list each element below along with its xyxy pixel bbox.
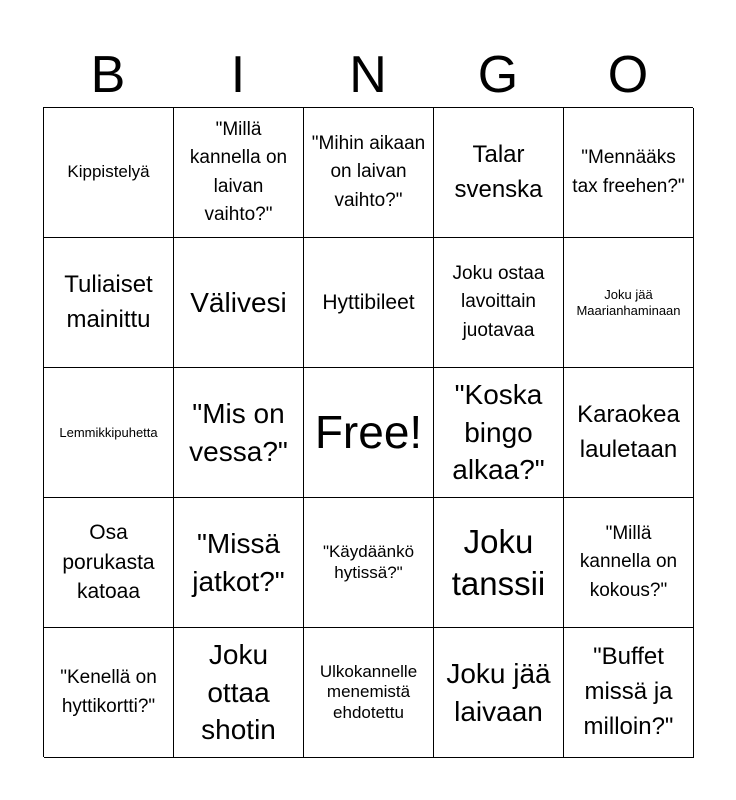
bingo-cell[interactable]: "Mis on vessa?": [174, 368, 304, 498]
bingo-cell[interactable]: "Millä kannella on kokous?": [564, 498, 694, 628]
bingo-header: [43, 44, 693, 106]
bingo-cell[interactable]: Joku jää laivaan: [434, 628, 564, 758]
bingo-cell[interactable]: Tuliaiset mainittu: [44, 238, 174, 368]
bingo-cell[interactable]: Joku ostaa lavoittain juotavaa: [434, 238, 564, 368]
header-letter-b: B: [90, 46, 126, 104]
bingo-cell[interactable]: "Buffet missä ja milloin?": [564, 628, 694, 758]
header-letter-n: N: [349, 46, 387, 104]
header-letter-i: I: [230, 46, 246, 104]
bingo-grid: [43, 107, 693, 757]
bingo-cell[interactable]: Ulkokannelle menemistä ehdotettu: [304, 628, 434, 758]
bingo-cell[interactable]: "Koska bingo alkaa?": [434, 368, 564, 498]
bingo-cell[interactable]: "Missä jatkot?": [174, 498, 304, 628]
bingo-cell[interactable]: Hyttibileet: [304, 238, 434, 368]
bingo-cell[interactable]: Osa porukasta katoaa: [44, 498, 174, 628]
bingo-cell[interactable]: Joku jää Maarianhaminaan: [564, 238, 694, 368]
bingo-cell[interactable]: Joku ottaa shotin: [174, 628, 304, 758]
bingo-cell[interactable]: Lemmikkipuhetta: [44, 368, 174, 498]
bingo-cell[interactable]: "Mennääks tax freehen?": [564, 108, 694, 238]
bingo-cell[interactable]: "Mihin aikaan on laivan vaihto?": [304, 108, 434, 238]
header-letter-g: G: [477, 46, 519, 104]
bingo-cell[interactable]: "Kenellä on hyttikortti?": [44, 628, 174, 758]
free-space[interactable]: Free!: [304, 368, 434, 498]
header-letter-o: O: [607, 46, 649, 104]
bingo-cell[interactable]: Välivesi: [174, 238, 304, 368]
bingo-cell[interactable]: Talar svenska: [434, 108, 564, 238]
bingo-cell[interactable]: Kippistelyä: [44, 108, 174, 238]
bingo-cell[interactable]: Karaokea lauletaan: [564, 368, 694, 498]
bingo-cell[interactable]: "Käydäänkö hytissä?": [304, 498, 434, 628]
bingo-cell[interactable]: Joku tanssii: [434, 498, 564, 628]
bingo-cell[interactable]: "Millä kannella on laivan vaihto?": [174, 108, 304, 238]
